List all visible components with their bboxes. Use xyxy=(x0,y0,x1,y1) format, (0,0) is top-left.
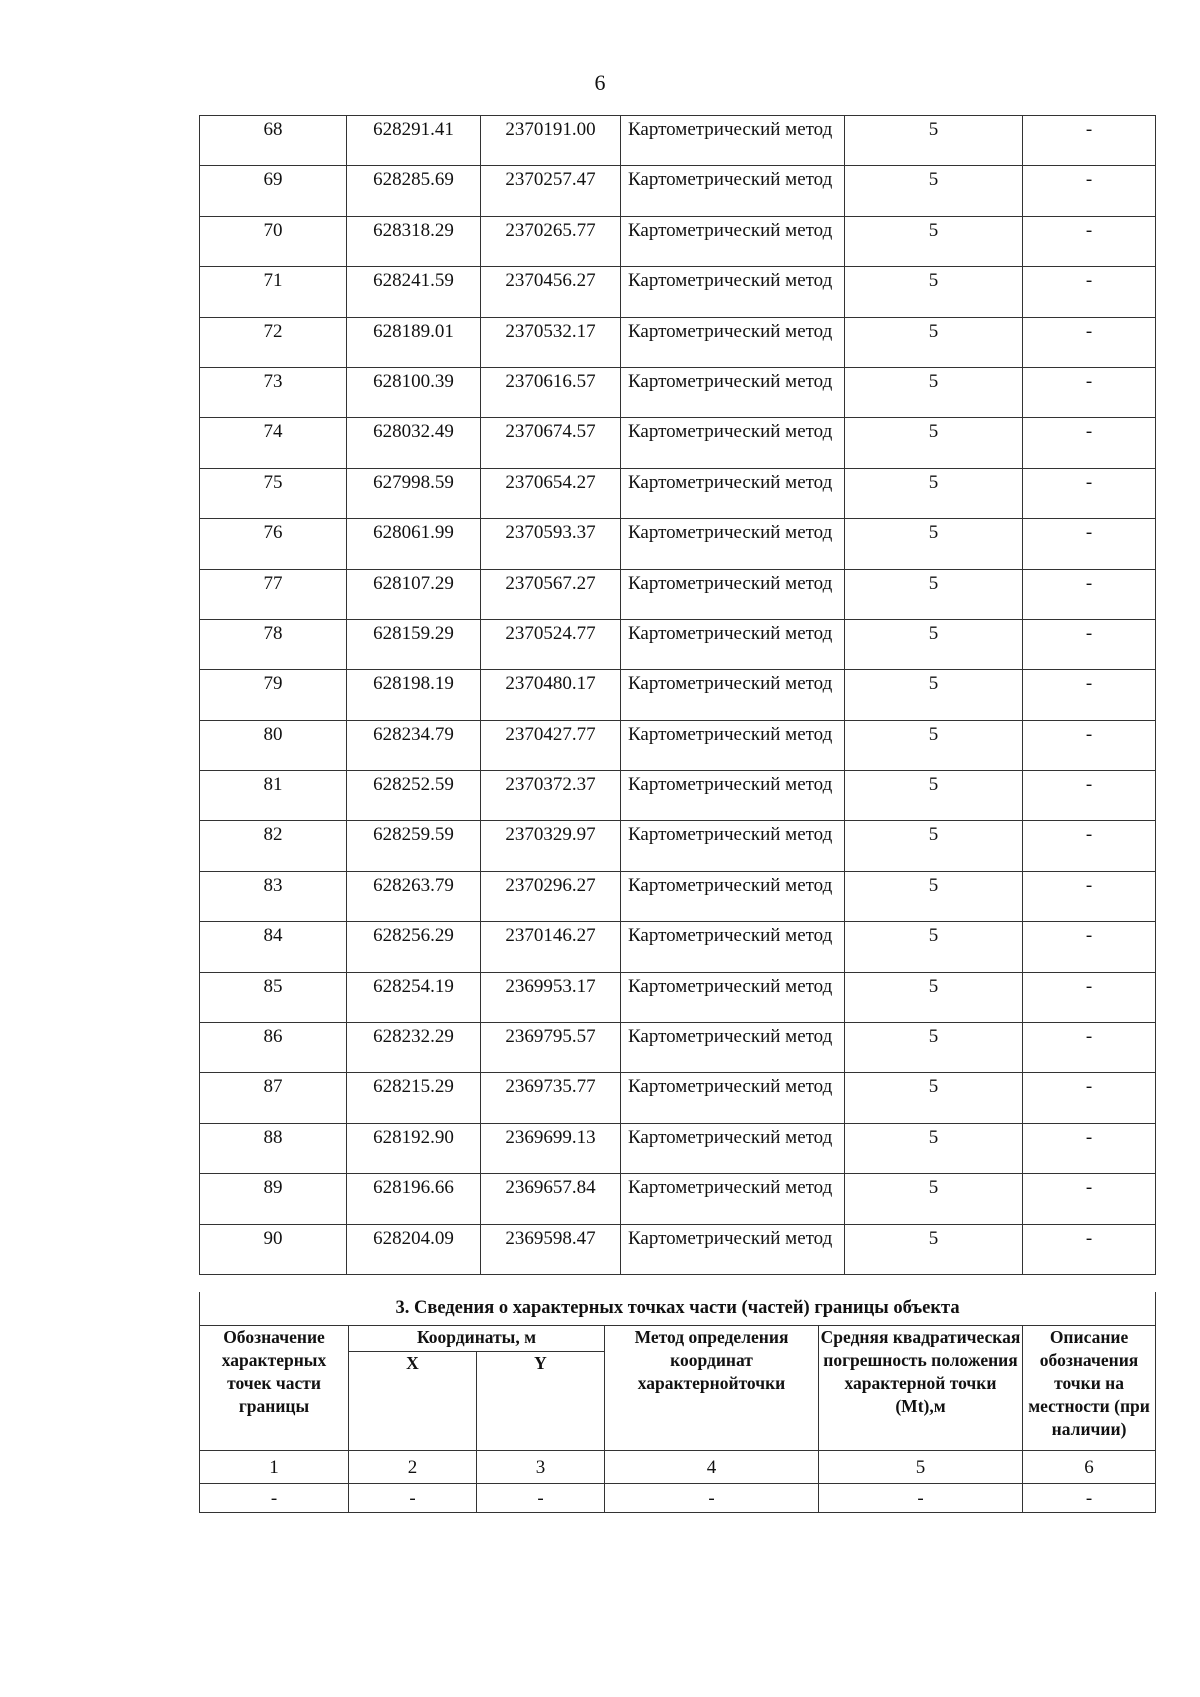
x-coordinate-cell: 628241.59 xyxy=(347,267,481,317)
error-cell: 5 xyxy=(845,871,1023,921)
table-row xyxy=(200,569,1156,619)
method-cell: Картометрический метод xyxy=(621,720,845,770)
column-number: 2 xyxy=(349,1451,477,1484)
point-number-cell: 76 xyxy=(200,519,347,569)
y-coordinate-cell: 2370593.37 xyxy=(481,519,621,569)
x-coordinate-cell: 628254.19 xyxy=(347,972,481,1022)
method-cell: Картометрический метод xyxy=(621,267,845,317)
table-row xyxy=(200,317,1156,367)
description-cell: - xyxy=(1023,1174,1156,1224)
method-cell: Картометрический метод xyxy=(621,418,845,468)
x-coordinate-cell: 628189.01 xyxy=(347,317,481,367)
method-cell: Картометрический метод xyxy=(621,367,845,417)
description-cell: - xyxy=(1023,116,1156,166)
description-cell: - xyxy=(1023,367,1156,417)
point-number-cell: 72 xyxy=(200,317,347,367)
table-row xyxy=(200,1224,1156,1274)
table-row xyxy=(200,821,1156,871)
description-cell: - xyxy=(1023,1123,1156,1173)
table-row xyxy=(200,922,1156,972)
table-row xyxy=(200,468,1156,518)
header-method: Метод определения координат характернойточки xyxy=(605,1326,819,1451)
description-cell: - xyxy=(1023,166,1156,216)
method-cell: Картометрический метод xyxy=(621,1123,845,1173)
x-coordinate-cell: 628234.79 xyxy=(347,720,481,770)
table-row xyxy=(200,871,1156,921)
description-cell: - xyxy=(1023,418,1156,468)
y-coordinate-cell: 2370524.77 xyxy=(481,619,621,669)
description-cell: - xyxy=(1023,1073,1156,1123)
point-number-cell: 75 xyxy=(200,468,347,518)
description-cell: - xyxy=(1023,821,1156,871)
table-row xyxy=(200,1123,1156,1173)
y-coordinate-cell: 2370480.17 xyxy=(481,670,621,720)
table-row xyxy=(200,116,1156,166)
empty-cell: - xyxy=(349,1484,477,1513)
y-coordinate-cell: 2369953.17 xyxy=(481,972,621,1022)
characteristic-points-table xyxy=(199,115,1156,1275)
description-cell: - xyxy=(1023,267,1156,317)
method-cell: Картометрический метод xyxy=(621,216,845,266)
point-number-cell: 70 xyxy=(200,216,347,266)
table-row xyxy=(200,267,1156,317)
table-row xyxy=(200,367,1156,417)
error-cell: 5 xyxy=(845,771,1023,821)
method-cell: Картометрический метод xyxy=(621,1174,845,1224)
error-cell: 5 xyxy=(845,1123,1023,1173)
point-number-cell: 79 xyxy=(200,670,347,720)
error-cell: 5 xyxy=(845,720,1023,770)
section-title: 3. Сведения о характерных точках части (частей) границы объекта xyxy=(200,1292,1156,1326)
x-coordinate-cell: 628032.49 xyxy=(347,418,481,468)
method-cell: Картометрический метод xyxy=(621,619,845,669)
empty-cell: - xyxy=(1023,1484,1156,1513)
y-coordinate-cell: 2370146.27 xyxy=(481,922,621,972)
header-error: Средняя квадратическая погрешность положения характерной точки (Mt),м xyxy=(819,1326,1023,1451)
error-cell: 5 xyxy=(845,1224,1023,1274)
description-cell: - xyxy=(1023,972,1156,1022)
y-coordinate-cell: 2370567.27 xyxy=(481,569,621,619)
method-cell: Картометрический метод xyxy=(621,116,845,166)
description-cell: - xyxy=(1023,1224,1156,1274)
error-cell: 5 xyxy=(845,670,1023,720)
x-coordinate-cell: 628196.66 xyxy=(347,1174,481,1224)
x-coordinate-cell: 628159.29 xyxy=(347,619,481,669)
x-coordinate-cell: 628100.39 xyxy=(347,367,481,417)
method-cell: Картометрический метод xyxy=(621,569,845,619)
table-row xyxy=(200,418,1156,468)
y-coordinate-cell: 2369657.84 xyxy=(481,1174,621,1224)
description-cell: - xyxy=(1023,317,1156,367)
error-cell: 5 xyxy=(845,1023,1023,1073)
error-cell: 5 xyxy=(845,922,1023,972)
table-row xyxy=(200,619,1156,669)
error-cell: 5 xyxy=(845,1174,1023,1224)
point-number-cell: 78 xyxy=(200,619,347,669)
y-coordinate-cell: 2369598.47 xyxy=(481,1224,621,1274)
method-cell: Картометрический метод xyxy=(621,922,845,972)
point-number-cell: 87 xyxy=(200,1073,347,1123)
header-y: Y xyxy=(477,1352,605,1451)
description-cell: - xyxy=(1023,922,1156,972)
y-coordinate-cell: 2370532.17 xyxy=(481,317,621,367)
empty-cell: - xyxy=(605,1484,819,1513)
header-description: Описание обозначения точки на местности (при наличии) xyxy=(1023,1326,1156,1451)
y-coordinate-cell: 2370456.27 xyxy=(481,267,621,317)
error-cell: 5 xyxy=(845,116,1023,166)
y-coordinate-cell: 2370674.57 xyxy=(481,418,621,468)
description-cell: - xyxy=(1023,670,1156,720)
y-coordinate-cell: 2369735.77 xyxy=(481,1073,621,1123)
method-cell: Картометрический метод xyxy=(621,670,845,720)
error-cell: 5 xyxy=(845,619,1023,669)
error-cell: 5 xyxy=(845,367,1023,417)
method-cell: Картометрический метод xyxy=(621,317,845,367)
y-coordinate-cell: 2370296.27 xyxy=(481,871,621,921)
error-cell: 5 xyxy=(845,468,1023,518)
method-cell: Картометрический метод xyxy=(621,972,845,1022)
empty-cell: - xyxy=(819,1484,1023,1513)
method-cell: Картометрический метод xyxy=(621,1023,845,1073)
description-cell: - xyxy=(1023,771,1156,821)
point-number-cell: 74 xyxy=(200,418,347,468)
x-coordinate-cell: 628263.79 xyxy=(347,871,481,921)
error-cell: 5 xyxy=(845,216,1023,266)
y-coordinate-cell: 2369699.13 xyxy=(481,1123,621,1173)
point-number-cell: 90 xyxy=(200,1224,347,1274)
x-coordinate-cell: 628107.29 xyxy=(347,569,481,619)
column-number: 5 xyxy=(819,1451,1023,1484)
table-row xyxy=(200,771,1156,821)
description-cell: - xyxy=(1023,216,1156,266)
table-row xyxy=(200,670,1156,720)
error-cell: 5 xyxy=(845,1073,1023,1123)
table-row xyxy=(200,972,1156,1022)
column-number: 3 xyxy=(477,1451,605,1484)
error-cell: 5 xyxy=(845,418,1023,468)
x-coordinate-cell: 628259.59 xyxy=(347,821,481,871)
point-number-cell: 82 xyxy=(200,821,347,871)
x-coordinate-cell: 628285.69 xyxy=(347,166,481,216)
point-number-cell: 68 xyxy=(200,116,347,166)
x-coordinate-cell: 627998.59 xyxy=(347,468,481,518)
y-coordinate-cell: 2370372.37 xyxy=(481,771,621,821)
point-number-cell: 71 xyxy=(200,267,347,317)
y-coordinate-cell: 2370616.57 xyxy=(481,367,621,417)
error-cell: 5 xyxy=(845,166,1023,216)
table-row xyxy=(200,166,1156,216)
point-number-cell: 80 xyxy=(200,720,347,770)
error-cell: 5 xyxy=(845,519,1023,569)
method-cell: Картометрический метод xyxy=(621,871,845,921)
empty-cell: - xyxy=(477,1484,605,1513)
x-coordinate-cell: 628291.41 xyxy=(347,116,481,166)
point-number-cell: 89 xyxy=(200,1174,347,1224)
description-cell: - xyxy=(1023,619,1156,669)
header-coordinates: Координаты, м xyxy=(349,1326,605,1352)
column-number: 1 xyxy=(200,1451,349,1484)
y-coordinate-cell: 2370329.97 xyxy=(481,821,621,871)
description-cell: - xyxy=(1023,871,1156,921)
point-number-cell: 88 xyxy=(200,1123,347,1173)
error-cell: 5 xyxy=(845,267,1023,317)
method-cell: Картометрический метод xyxy=(621,519,845,569)
table-row xyxy=(200,519,1156,569)
points-table-body xyxy=(200,116,1156,1275)
table-row xyxy=(200,1174,1156,1224)
point-number-cell: 73 xyxy=(200,367,347,417)
y-coordinate-cell: 2369795.57 xyxy=(481,1023,621,1073)
table-row xyxy=(200,216,1156,266)
header-designation: Обозначение характерных точек части границы xyxy=(200,1326,349,1451)
x-coordinate-cell: 628318.29 xyxy=(347,216,481,266)
x-coordinate-cell: 628198.19 xyxy=(347,670,481,720)
part-boundary-points-table xyxy=(199,1292,1156,1513)
page-number: 6 xyxy=(594,70,606,95)
x-coordinate-cell: 628232.29 xyxy=(347,1023,481,1073)
header-x: X xyxy=(349,1352,477,1451)
point-number-cell: 84 xyxy=(200,922,347,972)
empty-cell: - xyxy=(200,1484,349,1513)
column-number: 4 xyxy=(605,1451,819,1484)
y-coordinate-cell: 2370265.77 xyxy=(481,216,621,266)
table-row xyxy=(200,1023,1156,1073)
description-cell: - xyxy=(1023,720,1156,770)
error-cell: 5 xyxy=(845,569,1023,619)
method-cell: Картометрический метод xyxy=(621,821,845,871)
point-number-cell: 85 xyxy=(200,972,347,1022)
description-cell: - xyxy=(1023,569,1156,619)
x-coordinate-cell: 628215.29 xyxy=(347,1073,481,1123)
description-cell: - xyxy=(1023,1023,1156,1073)
x-coordinate-cell: 628252.59 xyxy=(347,771,481,821)
table-row xyxy=(200,1073,1156,1123)
method-cell: Картометрический метод xyxy=(621,1073,845,1123)
table-row xyxy=(200,720,1156,770)
point-number-cell: 83 xyxy=(200,871,347,921)
point-number-cell: 86 xyxy=(200,1023,347,1073)
method-cell: Картометрический метод xyxy=(621,771,845,821)
point-number-cell: 77 xyxy=(200,569,347,619)
y-coordinate-cell: 2370257.47 xyxy=(481,166,621,216)
x-coordinate-cell: 628061.99 xyxy=(347,519,481,569)
column-number: 6 xyxy=(1023,1451,1156,1484)
x-coordinate-cell: 628204.09 xyxy=(347,1224,481,1274)
x-coordinate-cell: 628256.29 xyxy=(347,922,481,972)
description-cell: - xyxy=(1023,519,1156,569)
x-coordinate-cell: 628192.90 xyxy=(347,1123,481,1173)
y-coordinate-cell: 2370427.77 xyxy=(481,720,621,770)
error-cell: 5 xyxy=(845,972,1023,1022)
y-coordinate-cell: 2370191.00 xyxy=(481,116,621,166)
method-cell: Картометрический метод xyxy=(621,166,845,216)
error-cell: 5 xyxy=(845,317,1023,367)
point-number-cell: 69 xyxy=(200,166,347,216)
error-cell: 5 xyxy=(845,821,1023,871)
method-cell: Картометрический метод xyxy=(621,1224,845,1274)
method-cell: Картометрический метод xyxy=(621,468,845,518)
point-number-cell: 81 xyxy=(200,771,347,821)
description-cell: - xyxy=(1023,468,1156,518)
y-coordinate-cell: 2370654.27 xyxy=(481,468,621,518)
